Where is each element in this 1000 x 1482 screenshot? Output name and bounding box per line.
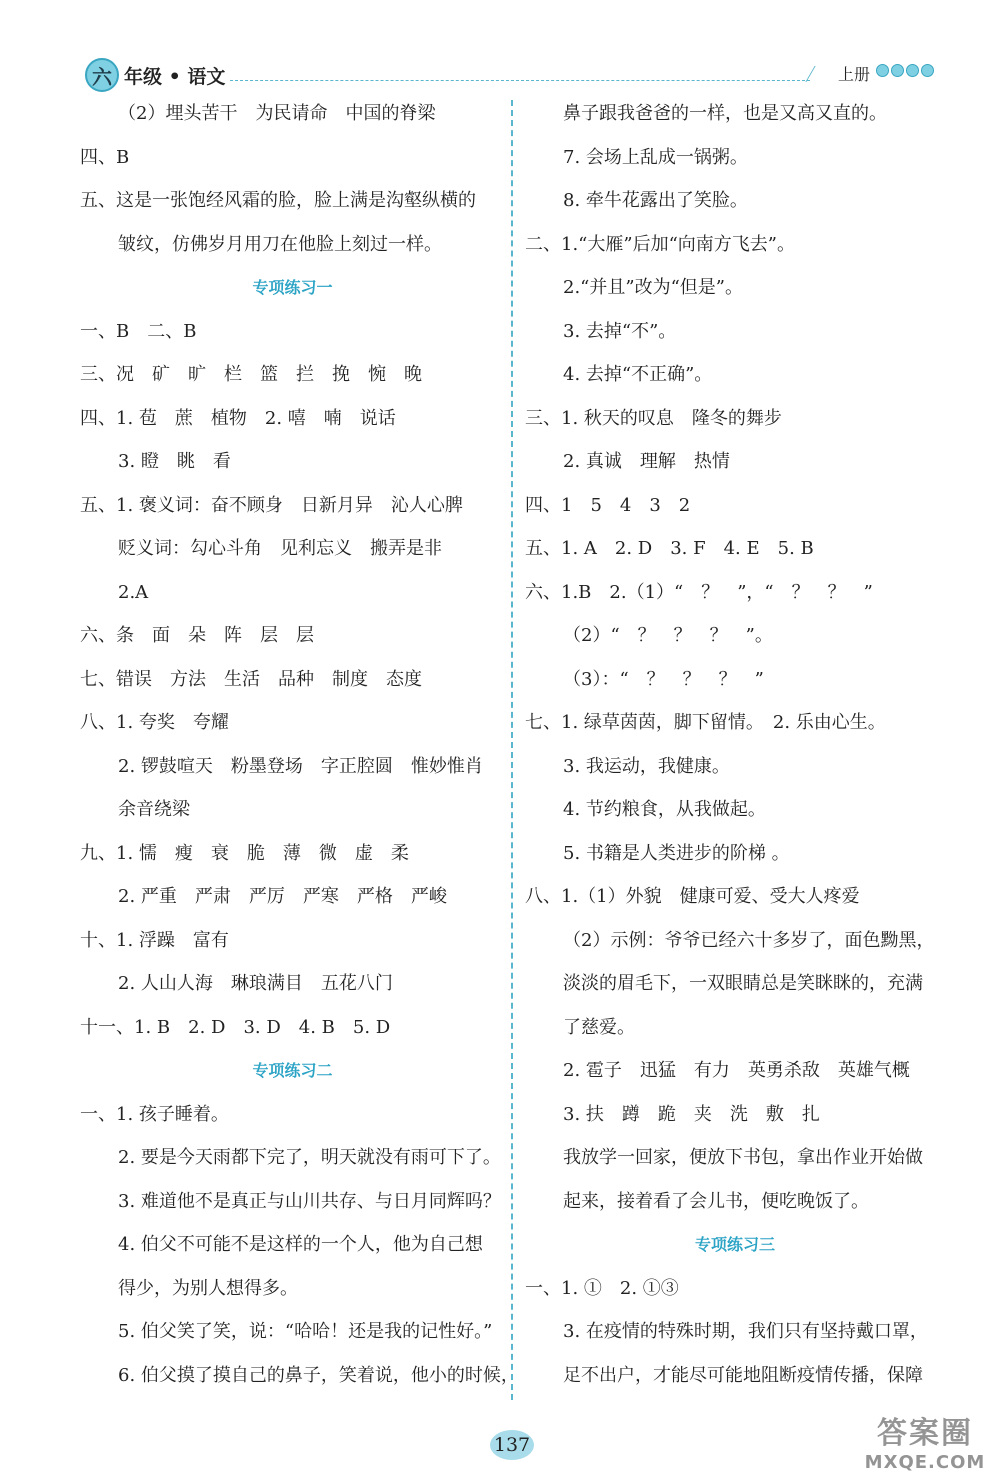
answer-line: 三、况 矿 旷 栏 篮 拦 挽 惋 晚: [80, 364, 422, 385]
answer-line: 一、B 二、B: [80, 320, 197, 342]
dot-icon: [921, 64, 934, 77]
page-number: 137: [490, 1430, 534, 1460]
volume-label: 上册: [838, 65, 871, 84]
decorative-dots: [876, 64, 934, 77]
answer-line: 八、1. 夸奖 夸耀: [80, 712, 229, 733]
answer-line: （2）“ ？ ？ ？ ”。: [563, 625, 773, 646]
dot-icon: [906, 64, 919, 77]
answer-line: 3. 难道他不是真正与山川共存、与日月同辉吗？: [118, 1190, 501, 1212]
answer-line: 三、1. 秋天的叹息 隆冬的舞步: [525, 407, 782, 429]
answer-line: 2. 真诚 理解 热情: [563, 451, 730, 472]
header-slash: [805, 66, 829, 82]
answer-line: 8. 牵牛花露出了笑脸。: [563, 190, 748, 211]
answer-line: 九、1. 懦 瘦 衰 脆 薄 微 虚 柔: [80, 842, 409, 864]
watermark-top: 答案圈: [877, 1416, 973, 1451]
section-title: 专项练习二: [252, 1061, 333, 1080]
answer-line: 起来，接着看了会儿书，便吃晚饭了。: [563, 1190, 869, 1212]
answer-line: 五、这是一张饱经风霜的脸，脸上满是沟壑纵横的: [80, 190, 476, 211]
answer-line: （3）：“ ？ ？ ？ ”: [563, 668, 764, 690]
answer-line: 3. 去掉“不”。: [563, 320, 677, 342]
answer-line: 3. 瞪 眺 看: [118, 451, 231, 472]
answer-line: （2）示例：爷爷已经六十多岁了，面色黝黑，: [563, 929, 935, 951]
watermark: [860, 1408, 990, 1473]
answer-line: 2.A: [118, 581, 149, 603]
answer-line: 4. 节约粮食，从我做起。: [563, 799, 766, 820]
answer-line: 5. 书籍是人类进步的阶梯 。: [563, 842, 790, 864]
subject-label: 年级 • 语文: [124, 66, 226, 88]
section-title: 专项练习一: [252, 278, 333, 297]
answer-line: 6. 伯父摸了摸自己的鼻子，笑着说，他小的时候，: [118, 1364, 519, 1386]
answer-line: 2. 雹子 迅猛 有力 英勇杀敌 英雄气概: [563, 1060, 910, 1081]
dot-icon: [891, 64, 904, 77]
answer-line: 鼻子跟我爸爸的一样，也是又高又直的。: [563, 103, 887, 124]
answer-line: 得少，为别人想得多。: [118, 1277, 298, 1299]
section-title: 专项练习三: [694, 1235, 775, 1254]
answer-line: 4. 伯父不可能不是这样的一个人，他为自己想: [118, 1234, 483, 1255]
answer-line: 5. 伯父笑了笑，说：“哈哈！还是我的记性好。”: [118, 1321, 493, 1342]
right-column: [525, 92, 945, 1397]
answer-line: 皱纹，仿佛岁月用刀在他脸上刻过一样。: [118, 233, 442, 255]
column-divider: [511, 100, 513, 1400]
answer-line: 十一、1. B 2. D 3. D 4. B 5. D: [80, 1016, 391, 1038]
answer-line: 七、1. 绿草茵茵，脚下留情。 2. 乐由心生。: [525, 712, 886, 733]
answer-line: 十、1. 浮躁 富有: [80, 929, 229, 951]
header-divider: [230, 80, 810, 81]
answer-line: 七、错误 方法 生活 品种 制度 态度: [80, 668, 422, 690]
grade-badge: 六: [85, 58, 119, 92]
answer-line: 一、1. 孩子睡着。: [80, 1103, 229, 1125]
answer-line: 六、条 面 朵 阵 层 层: [80, 625, 314, 646]
watermark-bottom: MXQE.COM: [864, 1452, 986, 1473]
answer-line: 2. 人山人海 琳琅满目 五花八门: [118, 973, 393, 994]
answer-line: 四、B: [80, 146, 130, 168]
answer-line: 四、1 5 4 3 2: [525, 494, 691, 516]
answer-line: 2.“并且”改为“但是”。: [563, 277, 743, 298]
answer-line: 7. 会场上乱成一锅粥。: [563, 146, 748, 168]
answer-line: 了慈爱。: [563, 1016, 635, 1038]
answer-line: 3. 我运动，我健康。: [563, 755, 730, 777]
answer-line: 3. 扶 蹲 跪 夹 洗 敷 扎: [563, 1103, 820, 1125]
page-header: [0, 0, 1000, 100]
dot-icon: [876, 64, 889, 77]
answer-line: 六、1.B 2.（1）“ ？ ”，“ ？ ？ ”: [525, 581, 873, 603]
left-column: [80, 92, 519, 1397]
answer-line: 五、1. 褒义词：奋不顾身 日新月异 沁人心脾: [80, 494, 463, 516]
answer-line: 二、1.“大雁”后加“向南方飞去”。: [525, 233, 795, 255]
answer-line: 贬义词：勾心斗角 见利忘义 搬弄是非: [118, 538, 442, 559]
answer-line: 3. 在疫情的特殊时期，我们只有坚持戴口罩，: [563, 1321, 928, 1342]
answer-line: 五、1. A 2. D 3. F 4. E 5. B: [525, 538, 814, 559]
answer-line: 2. 严重 严肃 严厉 严寒 严格 严峻: [118, 886, 447, 907]
answer-line: （2）埋头苦干 为民请命 中国的脊梁: [118, 103, 436, 124]
answer-line: 我放学一回家，便放下书包，拿出作业开始做: [563, 1147, 923, 1168]
answer-line: 足不出户，才能尽可能地阻断疫情传播，保障: [563, 1364, 923, 1386]
answer-line: 2. 要是今天雨都下完了，明天就没有雨可下了。: [118, 1147, 501, 1168]
answer-line: 淡淡的眉毛下，一双眼睛总是笑眯眯的，充满: [563, 973, 923, 994]
answer-line: 一、1. ① 2. ①③: [525, 1277, 679, 1299]
answer-line: 八、1.（1）外貌 健康可爱、受大人疼爱: [525, 886, 860, 907]
answer-line: 四、1. 苞 蔗 植物 2. 嘻 喃 说话: [80, 407, 396, 429]
answer-line: 2. 锣鼓喧天 粉墨登场 字正腔圆 惟妙惟肖: [118, 755, 483, 777]
answer-line: 4. 去掉“不正确”。: [563, 364, 713, 385]
answer-line: 余音绕梁: [118, 799, 190, 820]
